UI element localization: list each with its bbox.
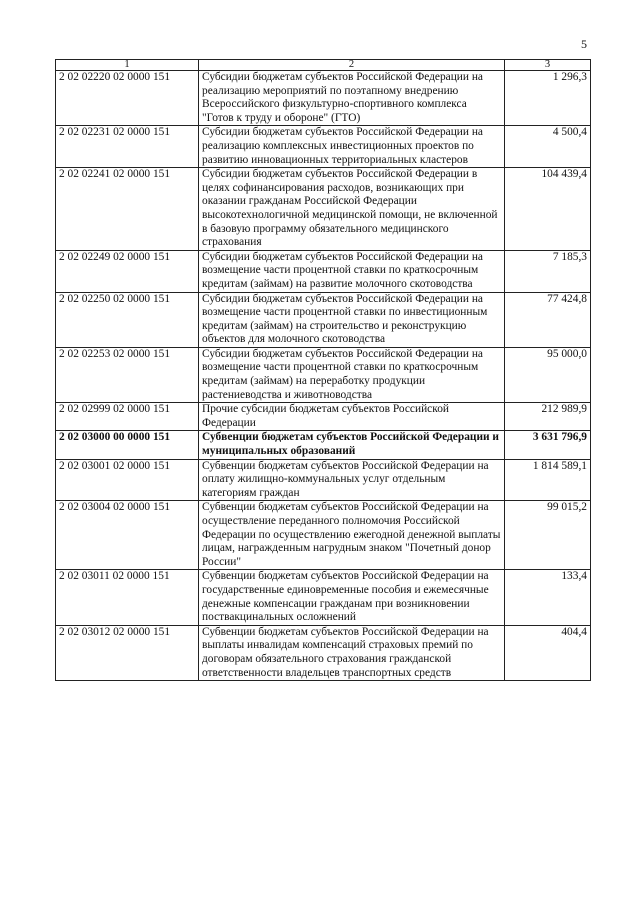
amount-cell: 104 439,4 [505, 168, 591, 251]
budget-code-cell: 2 02 03000 00 0000 151 [56, 431, 199, 459]
column-number-1: 1 [56, 60, 199, 71]
table-row [56, 570, 591, 625]
revenue-name-cell: Прочие субсидии бюджетам субъектов Российской Федерации [199, 403, 505, 431]
amount-cell: 77 424,8 [505, 292, 591, 347]
table-row [56, 347, 591, 402]
revenue-name-cell: Субвенции бюджетам субъектов Российской Федерации на оплату жилищно-коммунальных услуг отдельным категориям граждан [199, 459, 505, 501]
revenue-name-cell: Субвенции бюджетам субъектов Российской Федерации и муниципальных образований [199, 431, 505, 459]
table-row [56, 459, 591, 501]
budget-code-cell: 2 02 02241 02 0000 151 [56, 168, 199, 251]
revenue-name-cell: Субвенции бюджетам субъектов Российской Федерации на выплаты инвалидам компенсаций страховых премий по договорам обязательного страхования гражданской ответственности владельцев транспортных средств [199, 625, 505, 680]
revenue-name-cell: Субсидии бюджетам субъектов Российской Федерации на возмещение части процентной ставки по краткосрочным кредитам (займам) на переработку продукции растениеводства и животноводства [199, 347, 505, 402]
budget-revenue-table [55, 59, 591, 681]
amount-cell: 7 185,3 [505, 250, 591, 292]
budget-code-cell: 2 02 02250 02 0000 151 [56, 292, 199, 347]
table-row [56, 250, 591, 292]
table-row [56, 168, 591, 251]
column-number-2: 2 [199, 60, 505, 71]
amount-cell: 212 989,9 [505, 403, 591, 431]
revenue-name-cell: Субсидии бюджетам субъектов Российской Федерации в целях софинансирования расходов, возникающих при оказании гражданам Российской Федерации высокотехнологичной медицинской помощи, не включенной в базовую программу обязательного медицинского страхования [199, 168, 505, 251]
amount-cell: 404,4 [505, 625, 591, 680]
budget-code-cell: 2 02 02253 02 0000 151 [56, 347, 199, 402]
table-row [56, 403, 591, 431]
budget-code-cell: 2 02 03011 02 0000 151 [56, 570, 199, 625]
column-number-row [56, 60, 591, 71]
table-row [56, 625, 591, 680]
amount-cell: 1 814 589,1 [505, 459, 591, 501]
budget-code-cell: 2 02 03004 02 0000 151 [56, 501, 199, 570]
amount-cell: 1 296,3 [505, 71, 591, 126]
page-number: 5 [581, 37, 587, 51]
revenue-name-cell: Субсидии бюджетам субъектов Российской Федерации на возмещение части процентной ставки по краткосрочным кредитам (займам) на развитие молочного скотоводства [199, 250, 505, 292]
budget-code-cell: 2 02 02231 02 0000 151 [56, 126, 199, 168]
amount-cell: 99 015,2 [505, 501, 591, 570]
table-row [56, 292, 591, 347]
revenue-name-cell: Субвенции бюджетам субъектов Российской Федерации на осуществление переданного полномочия Российской Федерации по осуществлению ежегодной денежной выплаты лицам, награжденным нагрудным знаком "Почетный донор России" [199, 501, 505, 570]
budget-code-cell: 2 02 02999 02 0000 151 [56, 403, 199, 431]
revenue-name-cell: Субвенции бюджетам субъектов Российской Федерации на государственные единовременные пособия и ежемесячные денежные компенсации гражданам при возникновении поствакцинальных осложнений [199, 570, 505, 625]
revenue-name-cell: Субсидии бюджетам субъектов Российской Федерации на возмещение части процентной ставки по инвестиционным кредитам (займам) на строительство и реконструкцию объектов для молочного скотоводства [199, 292, 505, 347]
amount-cell: 133,4 [505, 570, 591, 625]
table-row [56, 431, 591, 459]
revenue-name-cell: Субсидии бюджетам субъектов Российской Федерации на реализацию мероприятий по поэтапному внедрению Всероссийского физкультурно-спортивного комплекса "Готов к труду и обороне" (ГТО) [199, 71, 505, 126]
amount-cell: 95 000,0 [505, 347, 591, 402]
table-row [56, 126, 591, 168]
revenue-name-cell: Субсидии бюджетам субъектов Российской Федерации на реализацию комплексных инвестиционных проектов по развитию инновационных территориальных кластеров [199, 126, 505, 168]
budget-code-cell: 2 02 03012 02 0000 151 [56, 625, 199, 680]
budget-code-cell: 2 02 02249 02 0000 151 [56, 250, 199, 292]
column-number-3: 3 [505, 60, 591, 71]
amount-cell: 4 500,4 [505, 126, 591, 168]
amount-cell: 3 631 796,9 [505, 431, 591, 459]
table-row [56, 71, 591, 126]
budget-code-cell: 2 02 02220 02 0000 151 [56, 71, 199, 126]
budget-code-cell: 2 02 03001 02 0000 151 [56, 459, 199, 501]
table-row [56, 501, 591, 570]
